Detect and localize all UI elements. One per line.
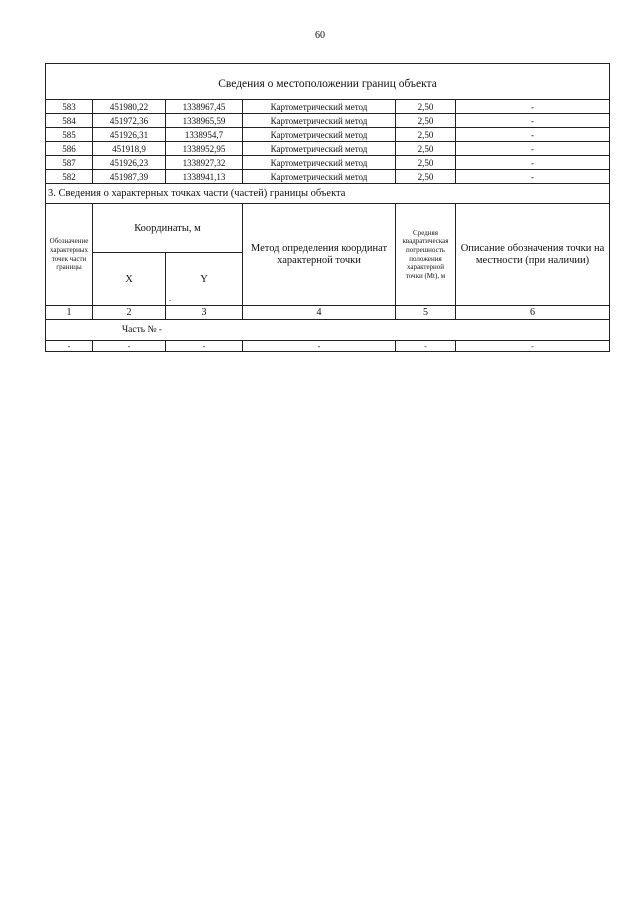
column-number: 2 [93,306,166,320]
cell-desc: - [456,142,610,156]
page-number: 60 [315,30,325,41]
column-number: 4 [243,306,396,320]
column-number: 1 [46,306,93,320]
cell-mt: 2,50 [396,114,456,128]
section-title-row [46,64,610,100]
table-row [46,114,610,128]
cell-n: 584 [46,114,93,128]
empty-cell: - [93,341,166,352]
cell-desc: - [456,100,610,114]
cell-y: 1338954,7 [166,128,243,142]
header-coordinates: Координаты, м [93,204,243,253]
boundary-table [45,63,610,352]
table-row [46,142,610,156]
table-row [46,170,610,184]
cell-x: 451918,9 [93,142,166,156]
cell-n: 582 [46,170,93,184]
header-row [46,204,610,253]
column-number: 6 [456,306,610,320]
empty-cell: - [166,341,243,352]
cell-method: Картометрический метод [243,142,396,156]
header-method: Метод определения координат характерной точки [243,204,396,306]
cell-x: 451980,22 [93,100,166,114]
column-number: 3 [166,306,243,320]
cell-mt: 2,50 [396,100,456,114]
empty-cell: - [396,341,456,352]
cell-method: Картометрический метод [243,114,396,128]
cell-x: 451926,23 [93,156,166,170]
cell-y: 1338967,45 [166,100,243,114]
cell-method: Картометрический метод [243,156,396,170]
column-number-row [46,306,610,320]
cell-n: 583 [46,100,93,114]
table-row [46,128,610,142]
section3-title-row [46,184,610,204]
empty-cell: - [243,341,396,352]
cell-n: 587 [46,156,93,170]
cell-n: 586 [46,142,93,156]
cell-desc: - [456,114,610,128]
header-y-cell [166,253,243,306]
table-row [46,100,610,114]
cell-y: 1338941,13 [166,170,243,184]
column-number: 5 [396,306,456,320]
cell-y: 1338927,32 [166,156,243,170]
header-description: Описание обозначения точки на местности (при наличии) [456,204,610,306]
table-row [46,156,610,170]
part-label: Часть № - [46,320,610,341]
header-x: X [93,253,166,306]
part-row [46,320,610,341]
cell-x: 451926,31 [93,128,166,142]
empty-cell: - [456,341,610,352]
cell-method: Картометрический метод [243,100,396,114]
header-error: Средняя квадратическая погрешность положения характерной точки (Mt), м [396,204,456,306]
table-row [46,341,610,352]
cell-y: 1338965,59 [166,114,243,128]
cell-method: Картометрический метод [243,170,396,184]
empty-cell: - [46,341,93,352]
cell-mt: 2,50 [396,128,456,142]
cell-mt: 2,50 [396,156,456,170]
header-y: Y [200,273,208,285]
section3-title: 3. Сведения о характерных точках части (частей) границы объекта [46,184,610,204]
header-mark: - [169,298,171,304]
cell-mt: 2,50 [396,170,456,184]
cell-n: 585 [46,128,93,142]
cell-desc: - [456,128,610,142]
cell-desc: - [456,170,610,184]
cell-y: 1338952,95 [166,142,243,156]
header-designation: Обозначение характерных точек части границы [46,204,93,306]
cell-desc: - [456,156,610,170]
section-title: Сведения о местоположении границ объекта [46,64,610,100]
cell-mt: 2,50 [396,142,456,156]
cell-method: Картометрический метод [243,128,396,142]
cell-x: 451972,36 [93,114,166,128]
cell-x: 451987,39 [93,170,166,184]
